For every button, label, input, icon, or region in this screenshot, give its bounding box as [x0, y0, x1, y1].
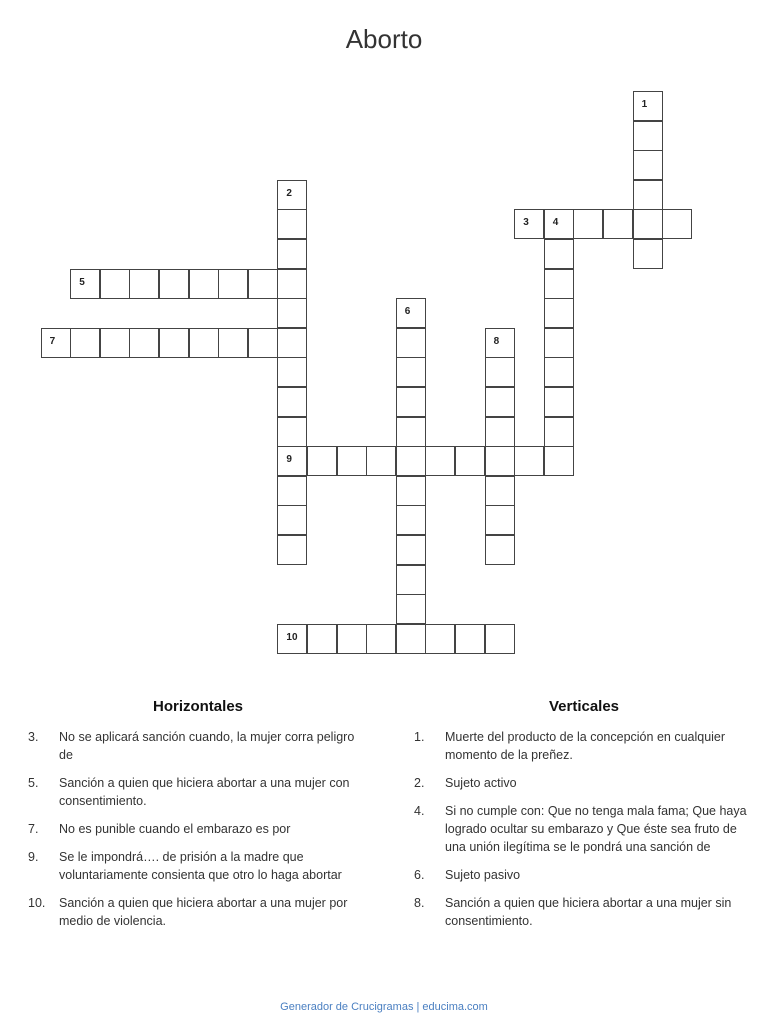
clue-down-8 [414, 894, 754, 930]
grid-cell[interactable] [485, 624, 515, 654]
cell-number: 10 [286, 631, 298, 643]
clue-text: Sujeto pasivo [445, 868, 521, 882]
cell-number: 3 [523, 217, 529, 229]
clue-number: 9. [28, 850, 39, 864]
grid-cell[interactable] [159, 269, 189, 299]
grid-cell[interactable] [277, 446, 307, 476]
grid-cell[interactable] [544, 357, 574, 387]
grid-cell[interactable] [248, 269, 278, 299]
clue-text: Sanción a quien que hiciera abortar a una mujer con consentimiento. [59, 776, 350, 808]
grid-cell[interactable] [603, 209, 633, 239]
clue-across-3 [28, 728, 368, 764]
vertical-heading: Verticales [548, 698, 620, 715]
clue-number: 5. [28, 776, 39, 790]
grid-cell[interactable] [396, 535, 426, 565]
grid-cell[interactable] [514, 209, 544, 239]
grid-cell[interactable] [514, 446, 544, 476]
clue-down-1 [414, 728, 754, 764]
grid-cell[interactable] [248, 328, 278, 358]
grid-cell[interactable] [218, 269, 248, 299]
grid-cell[interactable] [544, 446, 574, 476]
grid-cell[interactable] [455, 624, 485, 654]
grid-cell[interactable] [307, 624, 337, 654]
clue-number: 2. [414, 776, 425, 790]
grid-cell[interactable] [485, 476, 515, 506]
grid-cell[interactable] [544, 417, 574, 447]
cell-number: 5 [79, 276, 85, 288]
grid-cell[interactable] [485, 505, 515, 535]
grid-cell[interactable] [277, 476, 307, 506]
grid-cell[interactable] [70, 269, 100, 299]
clue-text: Muerte del producto de la concepción en cualquier momento de la preñez. [445, 730, 726, 762]
clue-down-2 [414, 774, 754, 792]
grid-cell[interactable] [662, 209, 692, 239]
grid-cell[interactable] [189, 328, 219, 358]
grid-cell[interactable] [396, 505, 426, 535]
grid-cell[interactable] [41, 328, 71, 358]
grid-cell[interactable] [544, 328, 574, 358]
grid-cell[interactable] [485, 357, 515, 387]
clue-text: No se aplicará sanción cuando, la mujer corra peligro de [59, 730, 355, 762]
clue-text: Sanción a quien que hiciera abortar a una mujer por medio de violencia. [59, 896, 348, 928]
clue-number: 10. [28, 896, 46, 910]
horizontal-clues [28, 698, 368, 940]
clue-number: 4. [414, 804, 425, 818]
grid-cell[interactable] [633, 121, 663, 151]
grid-cell[interactable] [129, 269, 159, 299]
grid-cell[interactable] [485, 417, 515, 447]
grid-cell[interactable] [277, 180, 307, 210]
grid-cell[interactable] [277, 298, 307, 328]
grid-cell[interactable] [425, 446, 455, 476]
grid-cell[interactable] [544, 298, 574, 328]
grid-cell[interactable] [277, 357, 307, 387]
grid-cell[interactable] [396, 417, 426, 447]
clue-text: Sujeto activo [445, 776, 517, 790]
grid-cell[interactable] [396, 357, 426, 387]
clue-down-6 [414, 866, 754, 884]
clue-text: Si no cumple con: Que no tenga mala fama; Que haya logrado ocultar su embarazo y Que éste sea fruto de una unión ilegítima se le pondrá una sanción de [445, 804, 747, 854]
grid-cell[interactable] [544, 387, 574, 417]
grid-cell[interactable] [396, 565, 426, 595]
grid-cell[interactable] [277, 535, 307, 565]
clue-text: Sanción a quien que hiciera abortar a una mujer sin consentimiento. [445, 896, 732, 928]
clue-number: 6. [414, 868, 425, 882]
grid-cell[interactable] [277, 387, 307, 417]
grid-cell[interactable] [633, 91, 663, 121]
cell-number: 2 [286, 187, 292, 199]
grid-cell[interactable] [277, 239, 307, 269]
vertical-clues [414, 698, 754, 940]
cell-number: 9 [286, 454, 292, 466]
grid-cell[interactable] [129, 328, 159, 358]
grid-cell[interactable] [277, 328, 307, 358]
grid-cell[interactable] [633, 209, 663, 239]
grid-cell[interactable] [366, 446, 396, 476]
footer-link[interactable]: Generador de Crucigramas | educima.com [280, 1001, 488, 1013]
grid-cell[interactable] [396, 387, 426, 417]
clue-number: 7. [28, 822, 39, 836]
grid-cell[interactable] [337, 624, 367, 654]
clue-number: 8. [414, 896, 425, 910]
cell-number: 8 [493, 335, 500, 347]
grid-cell[interactable] [633, 180, 663, 210]
grid-cell[interactable] [396, 446, 426, 476]
page-title: Aborto [345, 24, 423, 54]
grid-cell[interactable] [396, 624, 426, 654]
grid-cell[interactable] [189, 269, 219, 299]
grid-cell[interactable] [100, 269, 130, 299]
grid-cell[interactable] [425, 624, 455, 654]
grid-cell[interactable] [633, 239, 663, 269]
horizontal-heading: Horizontales [152, 698, 243, 715]
grid-cell[interactable] [159, 328, 189, 358]
cell-number: 4 [552, 217, 559, 229]
clue-across-5 [28, 774, 368, 810]
grid-cell[interactable] [396, 594, 426, 624]
grid-cell[interactable] [337, 446, 367, 476]
grid-cell[interactable] [396, 476, 426, 506]
grid-cell[interactable] [277, 209, 307, 239]
grid-cell[interactable] [485, 535, 515, 565]
grid-cell[interactable] [277, 505, 307, 535]
clue-across-9 [28, 848, 368, 884]
grid-cell[interactable] [485, 328, 515, 358]
grid-cell[interactable] [366, 624, 396, 654]
grid-cell[interactable] [70, 328, 100, 358]
grid-cell[interactable] [307, 446, 337, 476]
cell-number: 6 [404, 306, 411, 318]
clue-across-10 [28, 894, 368, 930]
clue-text: Se le impondrá…. de prisión a la madre que voluntariamente consienta que otro lo haga abortar [59, 850, 342, 882]
clue-across-7 [28, 820, 368, 838]
grid-cell[interactable] [277, 269, 307, 299]
clue-text: No es punible cuando el embarazo es por [59, 822, 291, 836]
cell-number: 1 [641, 99, 648, 110]
grid-cell[interactable] [277, 417, 307, 447]
clue-down-4 [414, 802, 754, 856]
grid-cell[interactable] [544, 239, 574, 269]
grid-cell[interactable] [485, 387, 515, 417]
grid-cell[interactable] [277, 624, 307, 654]
grid-cell[interactable] [573, 209, 603, 239]
clue-number: 1. [414, 730, 425, 744]
cell-number: 7 [49, 335, 56, 347]
grid-cell[interactable] [633, 150, 663, 180]
grid-cell[interactable] [485, 446, 515, 476]
grid-cell[interactable] [455, 446, 485, 476]
grid-cell[interactable] [544, 269, 574, 299]
grid-cell[interactable] [218, 328, 248, 358]
clue-number: 3. [28, 730, 39, 744]
grid-cell[interactable] [396, 298, 426, 328]
grid-cell[interactable] [544, 209, 574, 239]
grid-cell[interactable] [100, 328, 130, 358]
grid-cell[interactable] [396, 328, 426, 358]
